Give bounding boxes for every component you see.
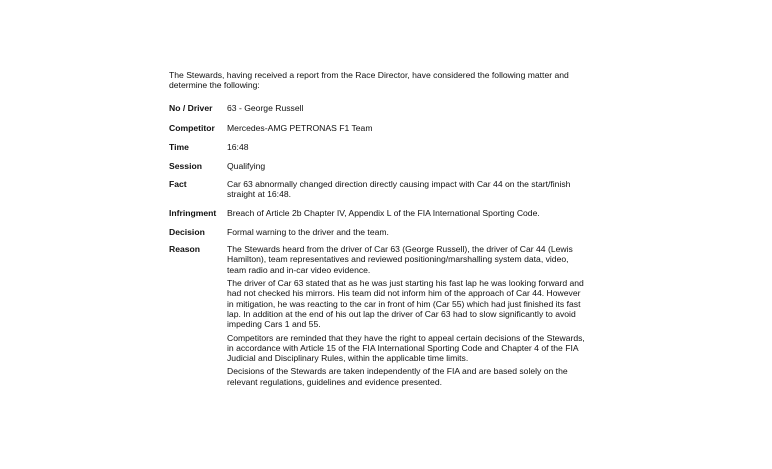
session-value: Qualifying [227, 160, 266, 171]
row-decision [169, 227, 589, 237]
reason-paragraph-4: Decisions of the Stewards are taken independently of the FIA and are based solely on the relevant regulations, guidelines and evidence presented. [227, 366, 568, 387]
reason-value [227, 244, 589, 390]
infringement-value: Breach of Article 2b Chapter IV, Appendix L of the FIA International Sporting Code. [227, 207, 540, 218]
driver-label: No / Driver [169, 102, 213, 113]
reason-paragraph-3: Competitors are reminded that they have the right to appeal certain decisions of the Stewards, in accordance with Article 15 of the FIA International Sporting Code and Chapter 4 of the FIA Judicial and Disciplinary Rules, within the applicable time limits. [227, 332, 585, 364]
infringement-label: Infringment [169, 207, 217, 218]
reason-paragraph-1: The Stewards heard from the driver of Car 63 (George Russell), the driver of Car 44 (Lewis Hamilton), team representatives and reviewed positioning/marshalling system data, video, team radio and in-car video evidence. [227, 244, 573, 275]
driver-value: 63 - George Russell [227, 102, 304, 113]
row-reason [169, 244, 589, 390]
reason-label: Reason [169, 244, 201, 255]
stewards-decision-document [169, 70, 589, 390]
row-competitor [169, 123, 589, 133]
competitor-label: Competitor [169, 123, 215, 134]
fact-value: Car 63 abnormally changed direction directly causing impact with Car 44 on the start/finish straight at 16:48. [227, 179, 571, 200]
intro-text: The Stewards, having received a report from the Race Director, have considered the following matter and determine the following: [169, 70, 569, 91]
row-driver [169, 103, 589, 113]
reason-paragraph-2: The driver of Car 63 stated that as he was just starting his fast lap he was looking forward and had not checked his mirrors. His team did not inform him of the approach of Car 44. However in mitigation, he was reacting to the car in front of him (Car 55) which had just finished its fast lap. In addition at the end of his out lap the driver of Car 63 had to slow significantly to avoid impeding Cars 1 and 55. [227, 278, 584, 330]
competitor-value: Mercedes-AMG PETRONAS F1 Team [227, 123, 373, 134]
time-label: Time [169, 142, 189, 153]
session-label: Session [169, 160, 202, 171]
row-time [169, 142, 589, 152]
fact-label: Fact [169, 179, 187, 189]
decision-label: Decision [169, 226, 205, 237]
row-fact [169, 179, 589, 200]
row-infringement [169, 208, 589, 218]
decision-value: Formal warning to the driver and the team. [227, 226, 389, 237]
time-value: 16:48 [227, 142, 249, 153]
row-session [169, 161, 589, 171]
